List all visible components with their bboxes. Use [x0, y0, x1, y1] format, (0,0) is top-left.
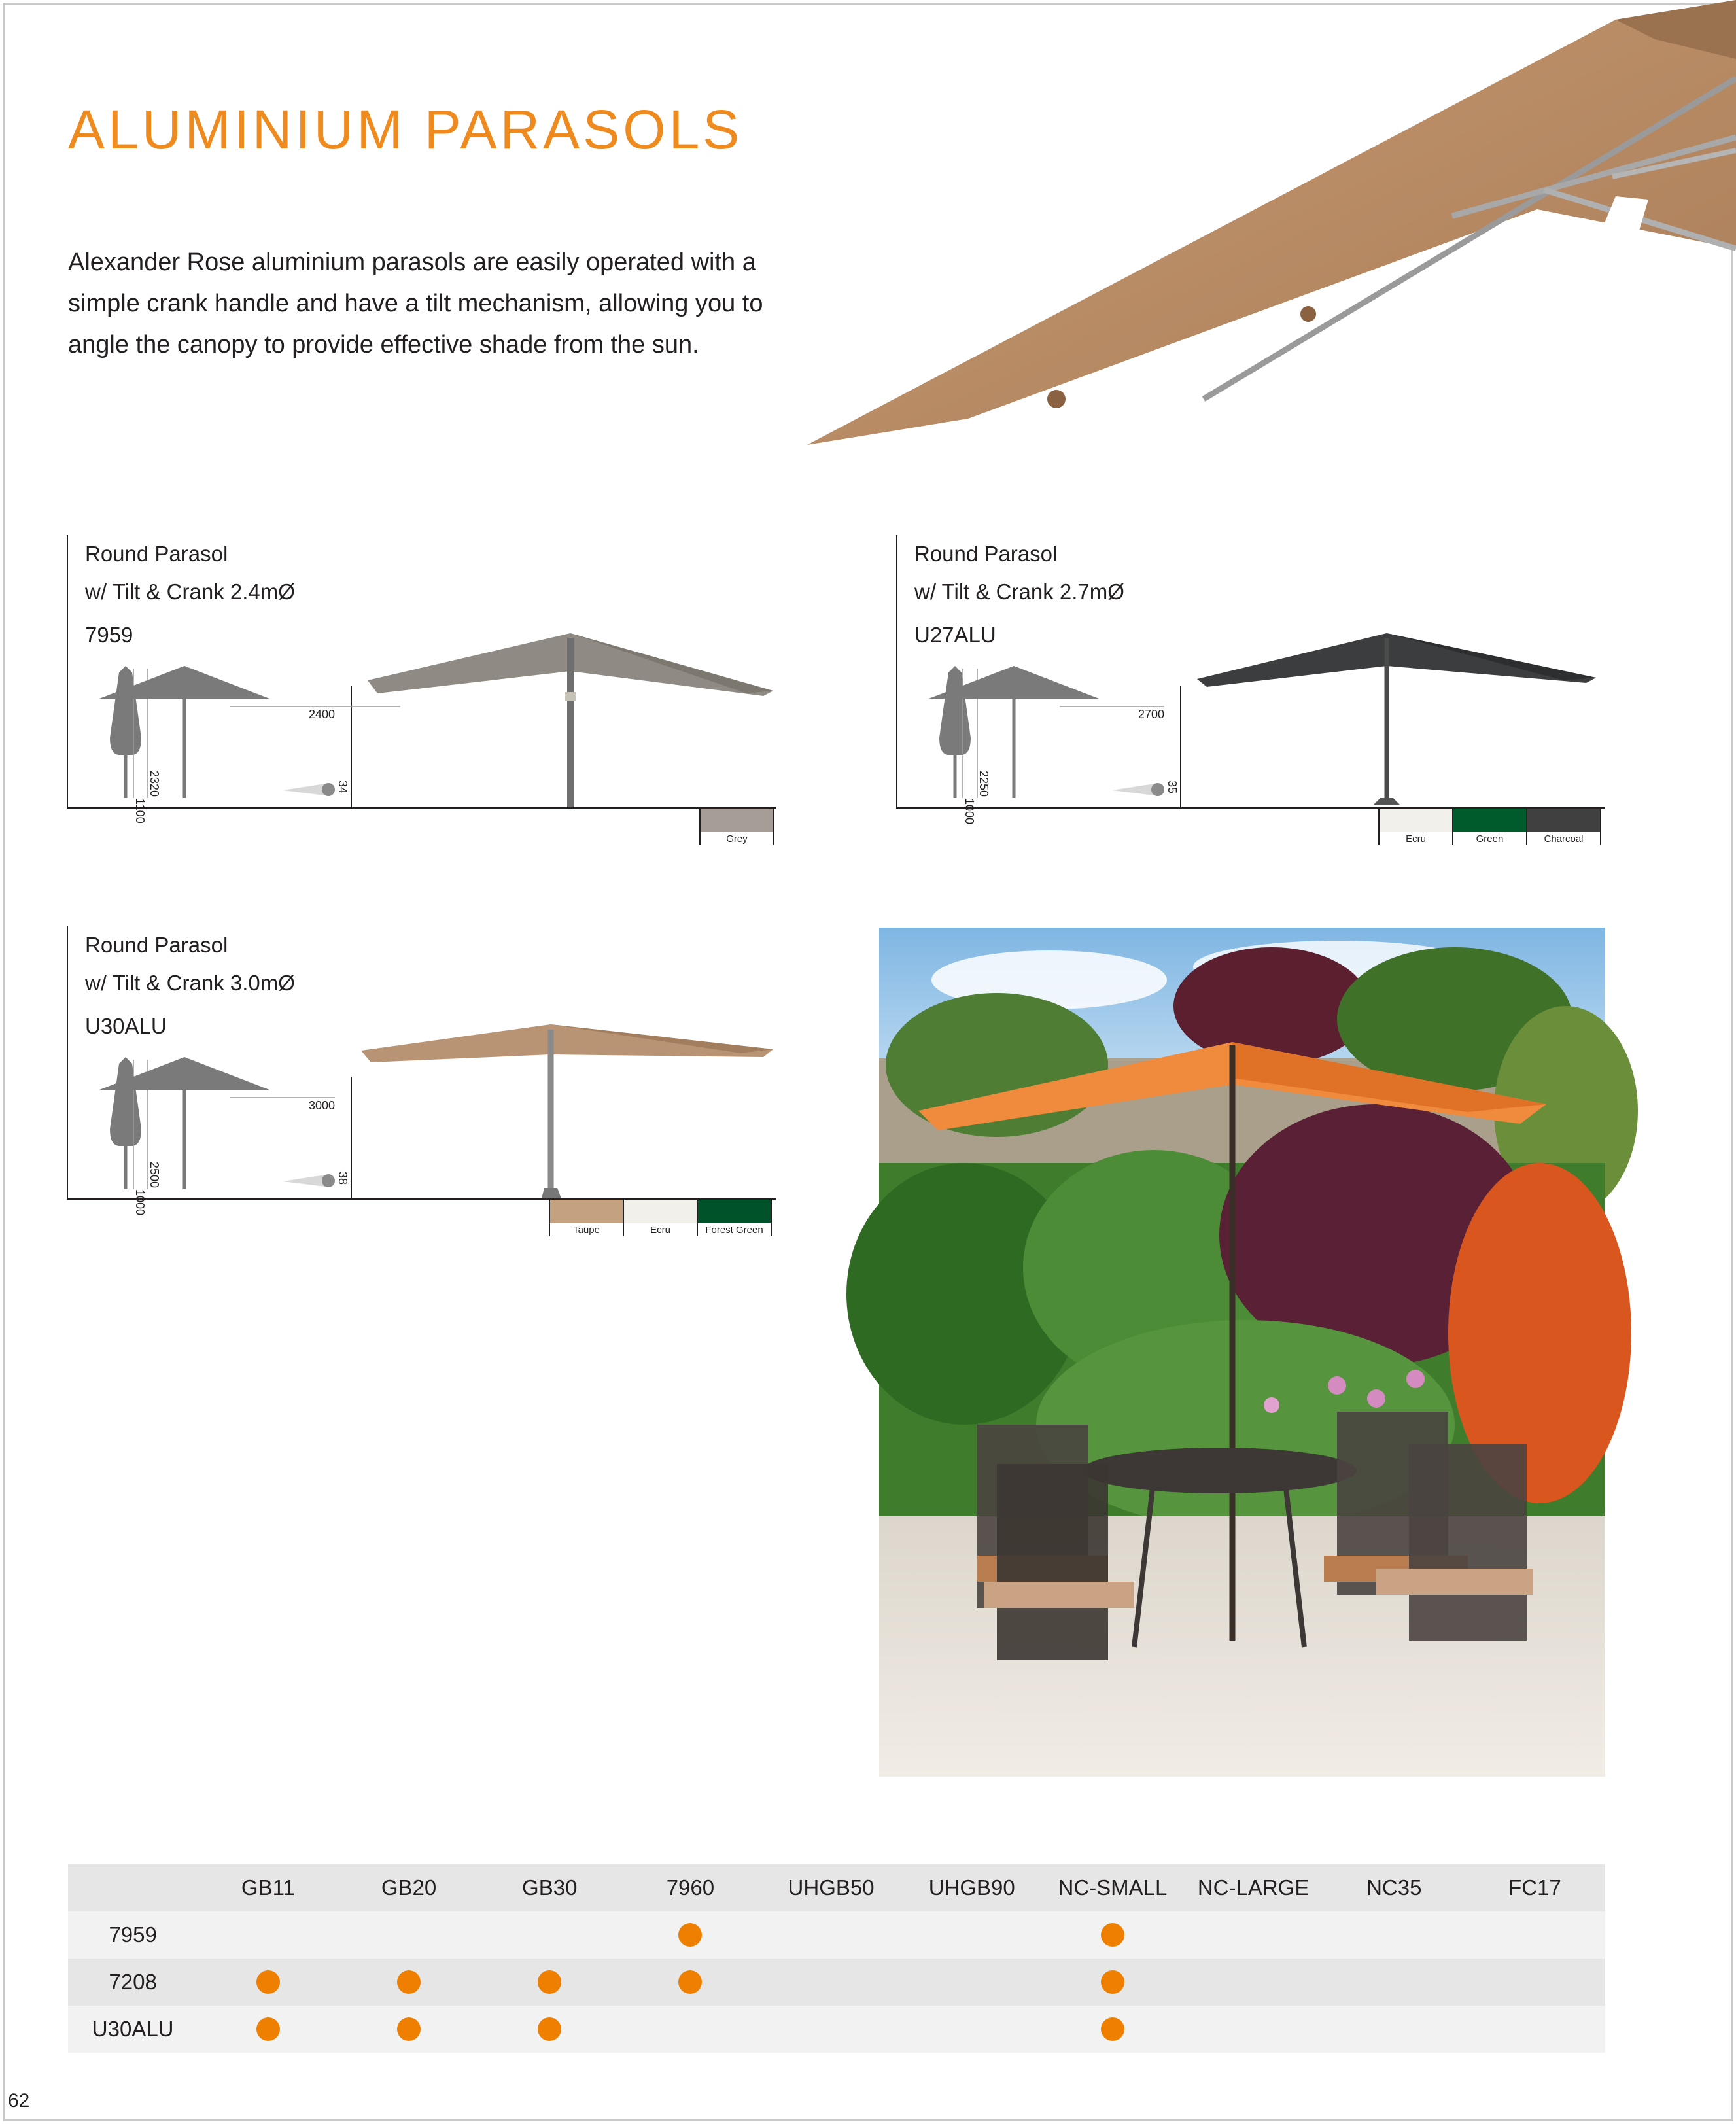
- compatible-dot-icon: [1101, 2017, 1124, 2041]
- dim-closed-height: 2500: [148, 1162, 161, 1189]
- compat-cell: [901, 2006, 1042, 2053]
- compatible-dot-icon: [538, 2017, 561, 2041]
- compat-cell: [338, 2006, 479, 2053]
- color-swatches: [1380, 809, 1601, 845]
- compat-cell: [479, 1911, 620, 1959]
- swatch-green: [1452, 809, 1527, 845]
- row-product-code: 7959: [109, 1923, 157, 1947]
- compatible-dot-icon: [1101, 1970, 1124, 1994]
- swatch-chip: [1380, 809, 1452, 832]
- swatch-charcoal: [1526, 809, 1601, 845]
- compat-cell: [620, 1959, 761, 2006]
- pole-base-icon: [322, 783, 335, 796]
- swatch-forest-green: [697, 1200, 772, 1236]
- dim-open-height: 1100: [133, 798, 147, 824]
- dimension-diagram: [909, 659, 1184, 825]
- compat-cell: [901, 1911, 1042, 1959]
- product-name-line1: Round Parasol: [914, 542, 1058, 566]
- compat-cell: [1183, 1911, 1324, 1959]
- column-header: 7960: [666, 1875, 715, 1900]
- compat-cell: [1183, 1959, 1324, 2006]
- closed-parasol-icon: [110, 1057, 141, 1146]
- row-product-code: U30ALU: [92, 2017, 174, 2041]
- table-row: [68, 1959, 1605, 2006]
- compat-cell: [1465, 1911, 1605, 1959]
- swatch-chip: [701, 809, 773, 832]
- compat-cell: [198, 1911, 338, 1959]
- compat-cell: [479, 2006, 620, 2053]
- compat-cell: [479, 1959, 620, 2006]
- swatch-chip: [1453, 809, 1526, 832]
- product-u30alu: [67, 926, 776, 1266]
- compat-cell: [901, 1959, 1042, 2006]
- column-header: UHGB90: [928, 1875, 1015, 1900]
- dim-pole: 38: [336, 1172, 349, 1185]
- compat-cell: [1042, 2006, 1183, 2053]
- compatible-dot-icon: [678, 1923, 702, 1947]
- table-body: [68, 1911, 1605, 2053]
- frame-vertical-line: [67, 926, 68, 1200]
- column-header: FC17: [1508, 1875, 1561, 1900]
- garden-dining-set-photo: [879, 928, 1605, 1777]
- compat-cell: [338, 1911, 479, 1959]
- compat-cell: [1042, 1911, 1183, 1959]
- product-u27alu: [896, 535, 1605, 875]
- swatch-label: Grey: [726, 833, 748, 844]
- swatch-chip: [1527, 809, 1600, 832]
- product-name-line2: w/ Tilt & Crank 3.0mØ: [85, 971, 295, 995]
- swatch-label: Taupe: [573, 1225, 600, 1236]
- column-header: NC35: [1366, 1875, 1422, 1900]
- color-swatches: [550, 1200, 772, 1236]
- frame-vertical-line: [67, 535, 68, 809]
- pole-base-icon: [322, 1174, 335, 1187]
- product-name-line2: w/ Tilt & Crank 2.4mØ: [85, 580, 295, 604]
- compat-cell: [198, 2006, 338, 2053]
- compat-cell: [1324, 1959, 1465, 2006]
- parasol-photo: [355, 1024, 773, 1201]
- dim-diameter: 2400: [308, 708, 335, 721]
- column-header: GB20: [381, 1875, 437, 1900]
- column-header: GB11: [241, 1875, 295, 1900]
- hero-parasol-canopy-image: [798, 0, 1736, 458]
- compat-cell: [620, 1911, 761, 1959]
- color-swatches: [701, 809, 774, 845]
- product-name-line2: w/ Tilt & Crank 2.7mØ: [914, 580, 1124, 604]
- compatible-dot-icon: [397, 2017, 421, 2041]
- swatch-taupe: [549, 1200, 624, 1236]
- dim-closed-height: 2250: [977, 771, 990, 797]
- compatible-dot-icon: [397, 1970, 421, 1994]
- page-number: 62: [8, 2090, 30, 2112]
- compatible-dot-icon: [678, 1970, 702, 1994]
- compat-cell: [761, 1911, 901, 1959]
- swatch-label: Charcoal: [1544, 833, 1584, 844]
- closed-parasol-icon: [110, 666, 141, 755]
- intro-paragraph: Alexander Rose aluminium parasols are easily operated with a simple crank handle and have a tilt mechanism, allowing you to angle the canopy to provide effective shade from the sun.: [68, 249, 763, 358]
- swatch-ecru: [623, 1200, 698, 1236]
- compatible-dot-icon: [256, 1970, 280, 1994]
- product-code: 7959: [85, 623, 133, 647]
- compat-cell: [1465, 2006, 1605, 2053]
- column-header: NC-LARGE: [1197, 1875, 1310, 1900]
- swatch-ecru: [1378, 809, 1453, 845]
- dim-pole: 34: [336, 780, 349, 794]
- swatch-label: Ecru: [650, 1225, 670, 1236]
- parasol-photo: [1184, 633, 1603, 810]
- base-compatibility-table: [68, 1864, 1605, 2053]
- compat-cell: [198, 1959, 338, 2006]
- compat-cell: [1465, 1959, 1605, 2006]
- table-header-row: [68, 1864, 1605, 1911]
- dimension-diagram: [80, 1051, 355, 1216]
- row-product-code: 7208: [109, 1970, 157, 1994]
- dim-closed-height: 2320: [148, 771, 161, 797]
- product-code: U27ALU: [914, 623, 996, 647]
- product-name-line1: Round Parasol: [85, 542, 228, 566]
- product-code: U30ALU: [85, 1014, 167, 1038]
- frame-vertical-line: [896, 535, 897, 809]
- compat-cell: [1324, 1911, 1465, 1959]
- compat-cell: [761, 1959, 901, 2006]
- swatch-grey: [699, 809, 774, 845]
- compatible-dot-icon: [538, 1970, 561, 1994]
- compat-cell: [338, 1959, 479, 2006]
- compat-cell: [761, 2006, 901, 2053]
- pole-base-icon: [1151, 783, 1164, 796]
- compat-cell: [1042, 1959, 1183, 2006]
- compatible-dot-icon: [1101, 1923, 1124, 1947]
- swatch-label: Ecru: [1406, 833, 1426, 844]
- dim-open-height: 1000: [133, 1189, 147, 1216]
- compat-cell: [1324, 2006, 1465, 2053]
- page-title: ALUMINIUM PARASOLS: [68, 99, 743, 160]
- dim-diameter: 3000: [308, 1099, 335, 1112]
- parasol-photo: [355, 633, 773, 810]
- swatch-chip: [550, 1200, 623, 1223]
- table-row: [68, 2006, 1605, 2053]
- swatch-label: Forest Green: [705, 1225, 763, 1236]
- dim-open-height: 1000: [963, 798, 976, 825]
- compat-cell: [620, 2006, 761, 2053]
- compat-cell: [1183, 2006, 1324, 2053]
- dimension-diagram: [80, 659, 355, 824]
- swatch-chip: [624, 1200, 697, 1223]
- column-header: NC-SMALL: [1058, 1875, 1168, 1900]
- column-header: UHGB50: [788, 1875, 875, 1900]
- product-7959: [67, 535, 776, 875]
- dim-diameter: 2700: [1137, 708, 1164, 721]
- dim-pole: 35: [1166, 780, 1179, 794]
- table-row: [68, 1911, 1605, 1959]
- swatch-chip: [698, 1200, 771, 1223]
- product-name-line1: Round Parasol: [85, 933, 228, 957]
- swatch-label: Green: [1476, 833, 1504, 844]
- compatible-dot-icon: [256, 2017, 280, 2041]
- closed-parasol-icon: [939, 666, 971, 755]
- column-header: GB30: [522, 1875, 578, 1900]
